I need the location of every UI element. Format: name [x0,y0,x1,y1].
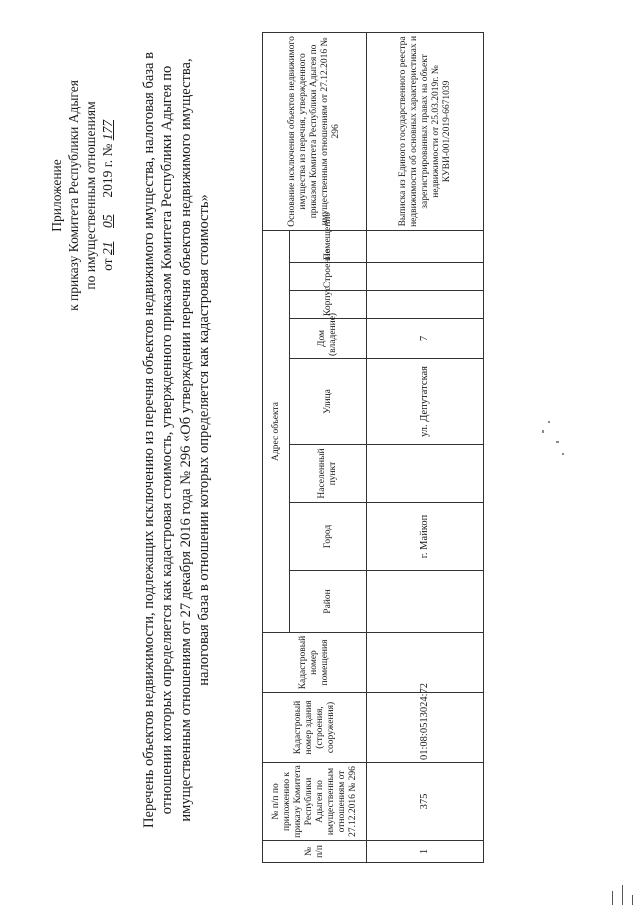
cell-structure [367,263,484,291]
header-cadastral-room: Кадастровый номер помещения [263,633,367,693]
appendix-date-line [99,80,116,311]
appendix-order-line: к приказу Комитета Республики Адыгея [66,80,81,311]
header-order-num: № п/п по приложению к приказу Комитета Республики Адыгея по имущественным отношениям от 27.12.2016 № 296 [263,763,367,841]
header-structure: Строение [290,263,367,291]
cell-num: 1 [367,841,484,863]
header-building: Корпус [290,291,367,319]
header-address-group: Адрес объекта [263,230,290,632]
header-basis: Основание исключения объектов недвижимого имущества из перечня, утвержденного приказом Комитета Республики Адыгея по имущественным отношениям от 27.12.2016 № 296 [263,32,367,230]
cell-building [367,291,484,319]
scan-edge-line [622,885,623,905]
header-district: Район [290,571,367,633]
cell-basis: Выписка из Единого государственного реестра недвижимости об основных характеристиках и зарегистрированных правах на объект недвижимости от 25.03.2019г. № КУВИ-001/2019-6671039 [367,32,484,230]
date-day: 21 [100,241,115,256]
scan-speck [548,421,550,423]
header-house: Дом (владение) [290,319,367,359]
header-street: Улица [290,359,367,445]
header-room: Помещение [290,230,367,262]
cell-city: г. Майкоп [367,503,484,571]
cell-order-num: 375 [367,763,484,841]
cell-house: 7 [367,319,484,359]
document-title: Перечень объектов недвижимости, подлежащих исключению из перечня объектов недвижимого имущества, налоговая база в отношении которых определяется как кадастровая стоимость, утвержденного приказом Комитета Республики Адыгея по имущественным отношениям от 27 декабря 2016 года № 296 «Об утверждении перечня объектов недвижимого имущества, налоговая база в отношении которых определяется как кадастровая стоимость» [141,52,213,828]
cell-settlement [367,445,484,503]
appendix-title: Приложение [49,159,64,232]
scan-edge-line [632,895,633,905]
cell-cadastral-building: 01:08:0513024:72 [367,693,484,763]
order-number: 177 [100,120,115,141]
date-year: 2019 г. № [100,143,115,198]
scan-speck [542,430,544,433]
cell-district [367,571,484,633]
objects-table-wrapper [262,33,482,863]
cell-street: ул. Депутатская [367,359,484,445]
header-cadastral-building: Кадастровый номер здания (строения, сооружения) [263,693,367,763]
scan-edge-line [612,891,613,905]
cell-room [367,230,484,262]
table-row [367,32,484,862]
objects-table [262,32,484,863]
date-prefix: от [100,258,115,271]
header-city: Город [290,503,367,571]
appendix-committee-line: по имущественным отношениям [83,101,98,290]
header-num: № п/п [263,841,367,863]
appendix-header [48,80,116,311]
header-settlement: Населенный пункт [290,445,367,503]
scan-speck [556,441,559,443]
date-month: 05 [100,214,115,229]
scan-speck [562,453,564,455]
